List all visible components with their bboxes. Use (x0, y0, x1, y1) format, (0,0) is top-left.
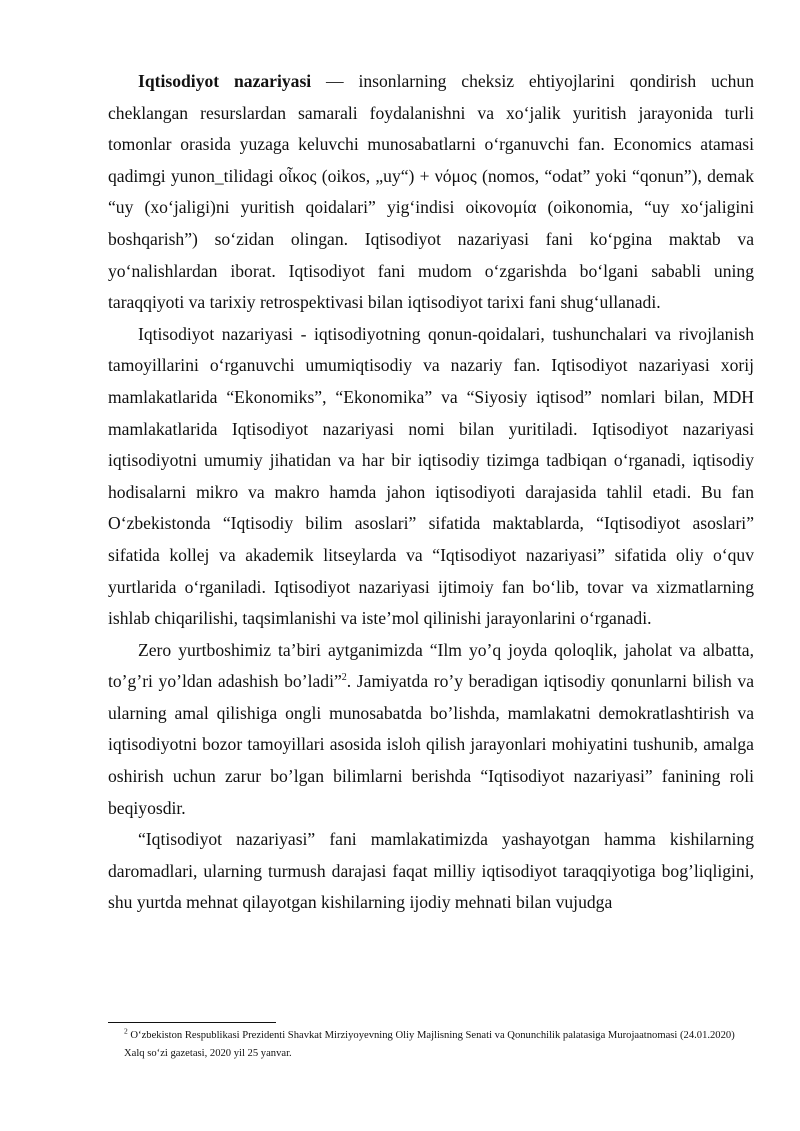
footnote (124, 1027, 764, 1063)
footnote-number: 2 (124, 1026, 128, 1036)
body-text (108, 66, 754, 919)
footnote-line-2: Xalq so‘zi gazetasi, 2020 yil 25 yanvar. (124, 1048, 292, 1059)
paragraph-1-text: — insonlarning cheksiz ehtiyojlarini qondirish uchun cheklangan resurslardan samarali foydalanishni va xo‘jalik yuritish jarayonida turli tomonlar orasida yuzaga keluvchi munosabatlarni o‘rganuvchi fan. Economics atamasi qadimgi yunon_tilidagi οἶκος (oikos, „uy“) + νόμος (nomos, “odat” yoki “qonun”), demak “uy (xo‘jaligi)ni yuritish qoidalari” yig‘indisi οἰκονομία (oikonomia, “uy xo‘jaligini boshqarish”) so‘zidan olingan. Iqtisodiyot nazariyasi fani ko‘pgina maktab va yo‘nalishlardan iborat. Iqtisodiyot fani mudom o‘zgarishda bo‘lgani sababli uning taraqqiyoti va tarixiy retrospektivasi bilan iqtisodiyot tarixi fani shug‘ullanadi. (108, 71, 754, 313)
paragraph-3-text: Zero yurtboshimiz ta’biri aytganimizda “Ilm yo’q joyda qoloqlik, jaholat va albatta, to’g’ri yo’ldan adashish bo’ladi” (108, 639, 754, 692)
paragraph-2: Iqtisodiyot nazariyasi - iqtisodiyotning qonun-qoidalari, tushunchalari va rivojlanish tamoyillarini o‘rganuvchi umumiqtisodiy va nazariy fan. Iqtisodiyot nazariyasi xorij mamlakatlarida “Ekonomiks”, “Ekonomika” va “Siyosiy iqtisod” nomlari bilan, MDH mamlakatlarida Iqtisodiyot nazariyasi nomi bilan yuritiladi. Iqtisodiyot nazariyasi iqtisodiyotni umumiy jihatidan va har bir iqtisodiy tizimga tadbiqan o‘rganadi, iqtisodiy hodisalarni mikro va makro hamda jahon iqtisodiyoti darajasida tahlil etadi. Bu fan O‘zbekistonda “Iqtisodiy bilim asoslari” sifatida maktablarda, “Iqtisodiyot asoslari” sifatida kollej va akademik litseylarda va “Iqtisodiyot nazariyasi” sifatida oliy o‘quv yurtlarida o‘rganiladi. Iqtisodiyot nazariyasi ijtimoiy fan bo‘lib, tovar va xizmatlarning ishlab chiqarilishi, taqsimlanishi va iste’mol qilinishi jarayonlarini o‘rganadi. (108, 323, 754, 629)
footnote-text-1: O‘zbekiston Respublikasi Prezidenti Shavkat Mirziyoyevning Oliy Majlisning Senati va Qonunchilik palatasiga Murojaatnomasi (24.01.2020) (127, 1030, 735, 1041)
term-heading: Iqtisodiyot nazariyasi (138, 71, 312, 91)
footnote-line-1 (124, 1027, 764, 1045)
footnote-reference: 2 (341, 672, 347, 684)
footnote-divider (108, 1022, 276, 1023)
paragraph-3-text-after: . Jamiyatda ro’y beradigan iqtisodiy qonunlarni bilish va ularning amal qilishiga ongli munosabatda bo’lishda, mamlakatni demokratlashtirish va iqtisodiyotni bozor tamoyillari asosida isloh qilish jarayonlari mohiyatini tushunib, amalga oshirish uchun zarur bo’lgan bilimlarni berishda “Iqtisodiyot nazariyasi” fanining roli beqiyosdir. (108, 671, 755, 818)
paragraph-4: “Iqtisodiyot nazariyasi” fani mamlakatimizda yashayotgan hamma kishilarning daromadlari, ularning turmush darajasi faqat milliy iqtisodiyot taraqqiyotiga bog’liqligini, shu yurtda mehnat qilayotgan kishilarning ijodiy mehnati bilan vujudga (108, 829, 754, 913)
paragraph-1 (108, 66, 754, 319)
paragraph-3 (108, 635, 754, 825)
